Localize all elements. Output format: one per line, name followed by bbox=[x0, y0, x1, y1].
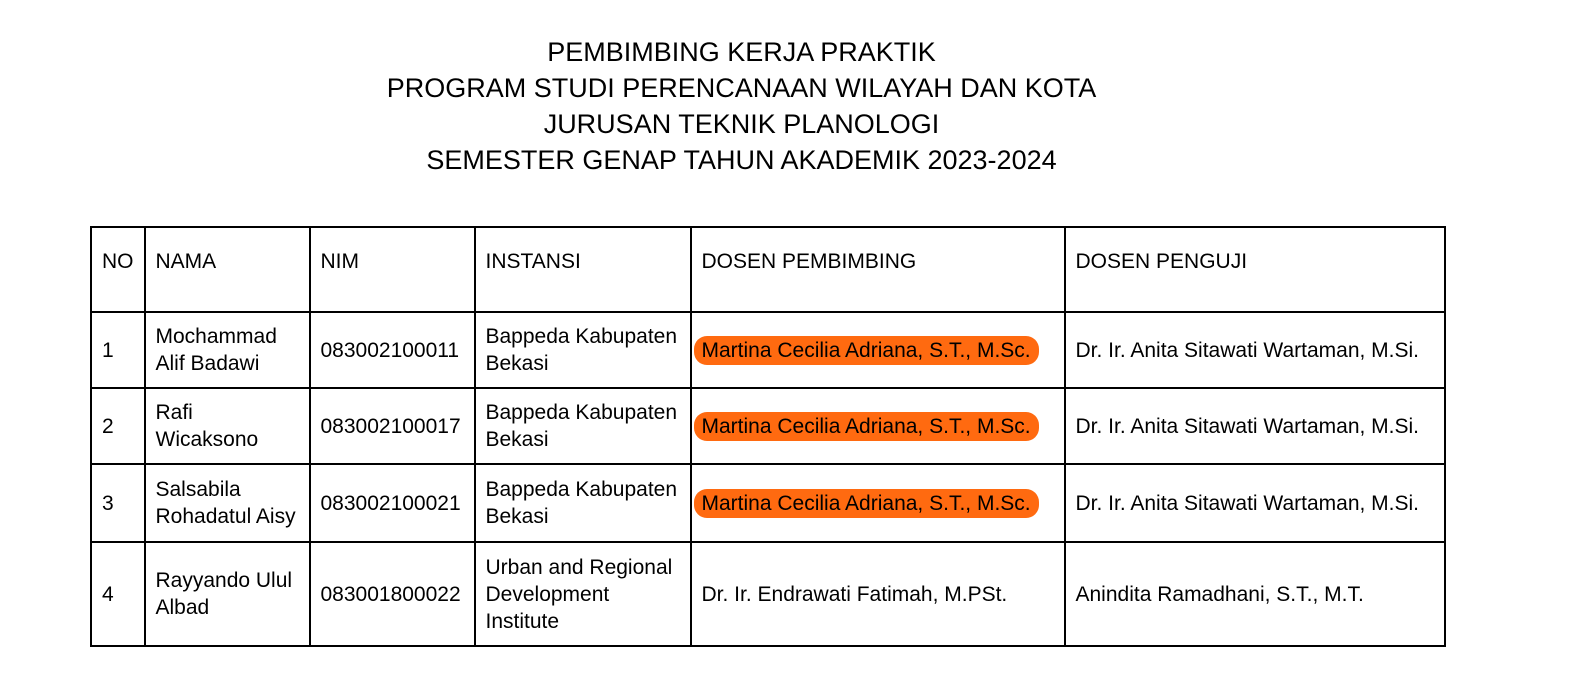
cell-dosen-pembimbing bbox=[691, 312, 1065, 388]
table-row bbox=[91, 312, 1445, 388]
cell-nama: Mochammad Alif Badawi bbox=[145, 312, 310, 388]
highlighted-supervisor: Martina Cecilia Adriana, S.T., M.Sc. bbox=[694, 489, 1039, 518]
cell-nama: Salsabila Rohadatul Aisy bbox=[145, 464, 310, 542]
header-no: NO bbox=[91, 227, 145, 312]
highlighted-supervisor: Martina Cecilia Adriana, S.T., M.Sc. bbox=[694, 336, 1039, 365]
cell-instansi: Bappeda Kabupaten Bekasi bbox=[475, 312, 691, 388]
cell-instansi: Bappeda Kabupaten Bekasi bbox=[475, 388, 691, 464]
title-line-3: JURUSAN TEKNIK PLANOLOGI bbox=[543, 109, 940, 139]
table-row bbox=[91, 542, 1445, 646]
header-dosen-pembimbing: DOSEN PEMBIMBING bbox=[691, 227, 1065, 312]
title-line-2: PROGRAM STUDI PERENCANAAN WILAYAH DAN KOTA bbox=[386, 73, 1097, 103]
cell-no: 4 bbox=[91, 542, 145, 646]
cell-nim: 083002100017 bbox=[310, 388, 475, 464]
cell-nama: Rayyando Ulul Albad bbox=[145, 542, 310, 646]
cell-nim: 083002100021 bbox=[310, 464, 475, 542]
title-line-1: PEMBIMBING KERJA PRAKTIK bbox=[547, 37, 936, 67]
cell-no: 1 bbox=[91, 312, 145, 388]
cell-instansi: Urban and Regional Development Institute bbox=[475, 542, 691, 646]
supervisor-table bbox=[90, 226, 1446, 647]
document-title bbox=[0, 34, 1483, 178]
cell-dosen-pembimbing: Dr. Ir. Endrawati Fatimah, M.PSt. bbox=[691, 542, 1065, 646]
title-line-4: SEMESTER GENAP TAHUN AKADEMIK 2023-2024 bbox=[426, 145, 1057, 175]
header-nim: NIM bbox=[310, 227, 475, 312]
cell-instansi: Bappeda Kabupaten Bekasi bbox=[475, 464, 691, 542]
cell-no: 3 bbox=[91, 464, 145, 542]
header-instansi: INSTANSI bbox=[475, 227, 691, 312]
cell-dosen-penguji: Dr. Ir. Anita Sitawati Wartaman, M.Si. bbox=[1065, 464, 1445, 542]
cell-no: 2 bbox=[91, 388, 145, 464]
header-nama: NAMA bbox=[145, 227, 310, 312]
header-dosen-penguji: DOSEN PENGUJI bbox=[1065, 227, 1445, 312]
table-row bbox=[91, 464, 1445, 542]
highlighted-supervisor: Martina Cecilia Adriana, S.T., M.Sc. bbox=[694, 412, 1039, 441]
cell-dosen-penguji: Dr. Ir. Anita Sitawati Wartaman, M.Si. bbox=[1065, 312, 1445, 388]
cell-dosen-pembimbing bbox=[691, 388, 1065, 464]
cell-nama: Rafi Wicaksono bbox=[145, 388, 310, 464]
cell-nim: 083002100011 bbox=[310, 312, 475, 388]
cell-dosen-pembimbing bbox=[691, 464, 1065, 542]
cell-dosen-penguji: Anindita Ramadhani, S.T., M.T. bbox=[1065, 542, 1445, 646]
cell-nim: 083001800022 bbox=[310, 542, 475, 646]
table-row bbox=[91, 388, 1445, 464]
cell-dosen-penguji: Dr. Ir. Anita Sitawati Wartaman, M.Si. bbox=[1065, 388, 1445, 464]
table-header-row bbox=[91, 227, 1445, 312]
